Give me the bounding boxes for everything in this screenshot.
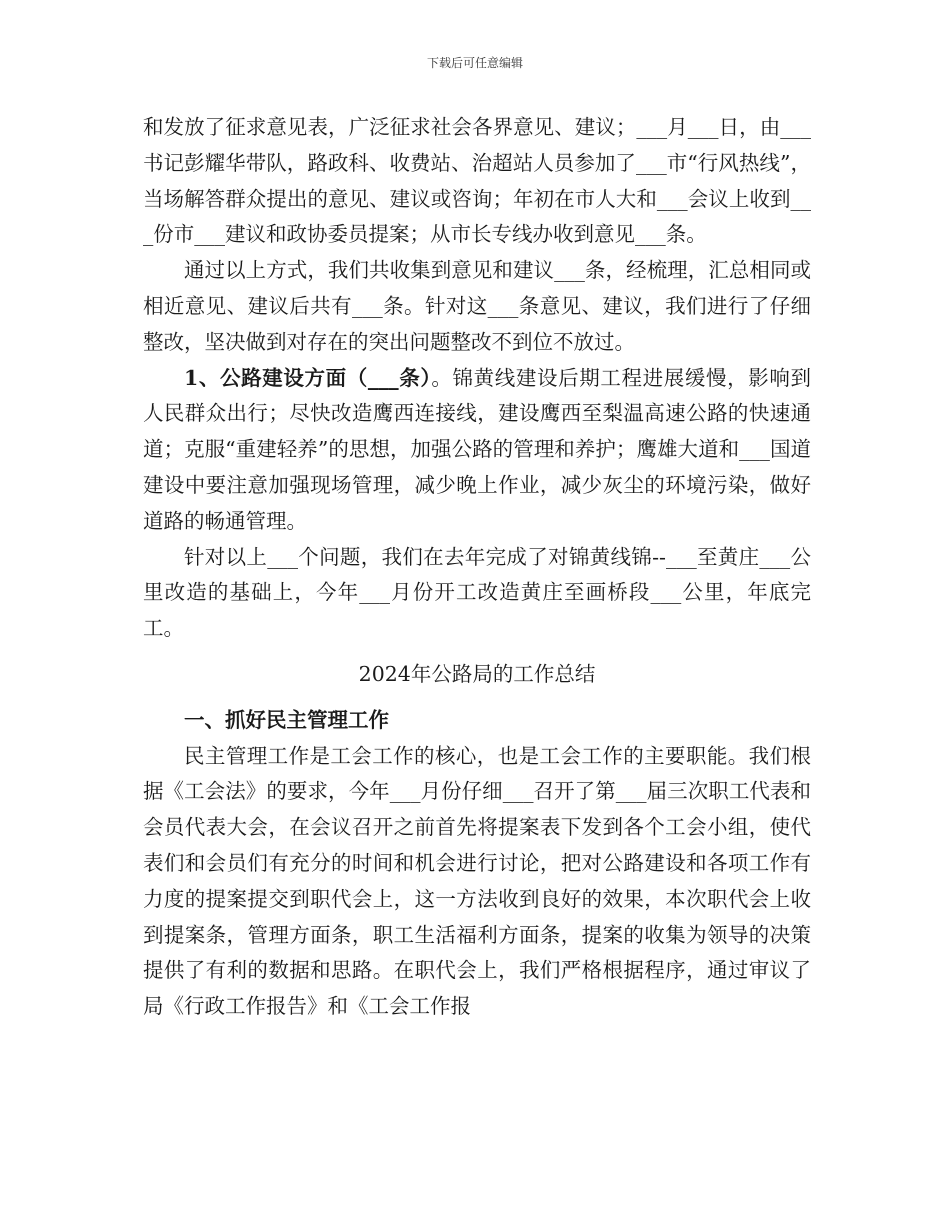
section-road-construction [143,361,811,540]
paragraph-continued: 和发放了征求意见表，广泛征求社会各界意见、建议；___月___日，由___书记彭耀华带队，路政科、收费站、治超站人员参加了___市“行风热线”，当场解答群众提出的意见、建议或咨询；年初在市人大和___会议上收到___份市___建议和政协委员提案；从市长专线办收到意见___条。 [143,115,811,247]
paragraph-response: 针对以上___个问题，我们在去年完成了对锦黄线锦--___至黄庄___公里改造的基础上，今年___月份开工改造黄庄至画桥段___公里，年底完工。 [143,544,811,641]
document-title: 2024年公路局的工作总结 [358,661,596,686]
section-heading-democratic-management: 一、抓好民主管理工作 [184,707,389,732]
paragraph-democratic-management: 民主管理工作是工会工作的核心，也是工会工作的主要职能。我们根据《工会法》的要求，今年___月份仔细___召开了第___届三次职工代表和会员代表大会，在会议召开之前首先将提案表下发到各个工会小组，使代表们和会员们有充分的时间和机会进行讨论，把对公路建设和各项工作有力度的提案提交到职代会上，这一方法收到良好的效果，本次职代会上收到提案条，管理方面条，职工生活福利方面条，提案的收集为领导的决策提供了有利的数据和思路。在职代会上，我们严格根据程序，通过审议了局《行政工作报告》和《工会工作报 [143,743,811,1019]
section-road-construction-body: 。锦黄线建设后期工程进展缓慢，影响到人民群众出行；尽快改造鹰西连接线，建设鹰西至梨温高速公路的快速通道；克服“重建轻养”的思想，加强公路的管理和养护；鹰雄大道和___国道建设中要注意加强现场管理，减少晚上作业，减少灰尘的环境污染，做好道路的畅通管理。 [143,365,812,533]
section-road-construction-heading: 1、公路建设方面（___条） [184,365,432,390]
page-header-note: 下载后可任意编辑 [426,56,523,70]
document-body [143,110,811,1025]
paragraph-summary: 通过以上方式，我们共收集到意见和建议___条，经梳理，汇总相同或相近意见、建议后共有___条。针对这___条意见、建议，我们进行了仔细整改，坚决做到对存在的突出问题整改不到位不放过。 [143,258,811,354]
